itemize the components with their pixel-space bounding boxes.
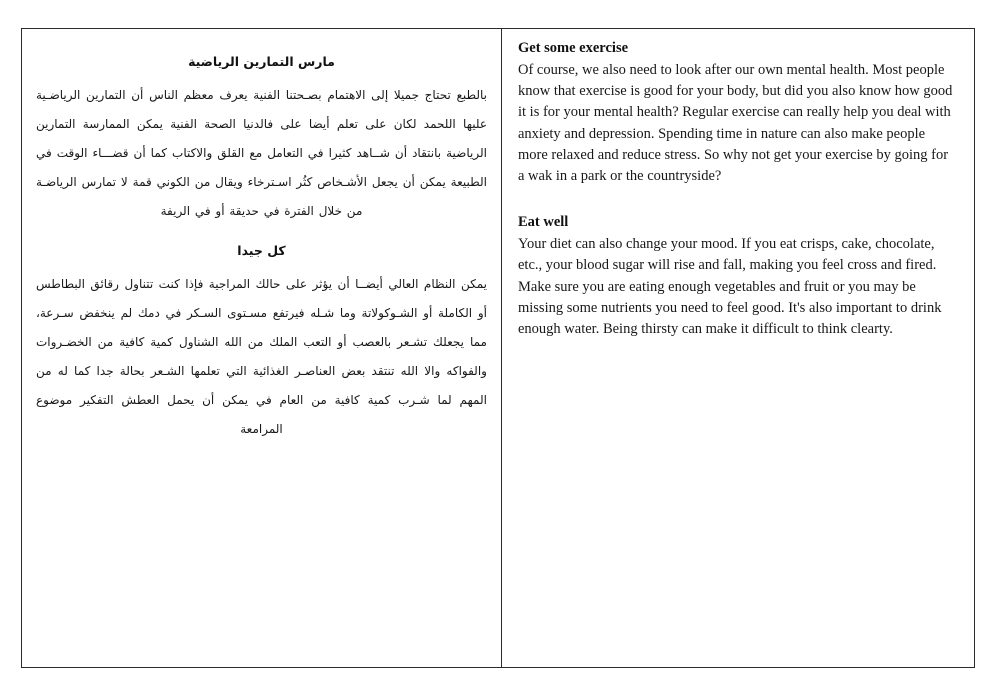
english-paragraph-exercise: Of course, we also need to look after our own mental health. Most people know that exercise is good for your body, but did you also know how good it is for your mental health? Regular exercise can really help you deal with anxiety and depression. Spending time in nature can also make people more relaxed and reduce stress. So why not get your exercise by going for a wak in a park or the countryside? — [517, 61, 953, 185]
english-paragraph-eat-well: Your diet can also change your mood. If you eat crisps, cake, chocolate, etc., your blood sugar will rise and fall, making you feel cross and fired. Make sure you are eating enough vegetables and fruit or you may be missing some nutrients you need to feel good. It's also important to drink enough water. Being thirsty can make it difficult to think clearty. — [517, 236, 942, 338]
arabic-heading-exercise: مارس التمارين الرياضية — [188, 54, 335, 69]
english-section-eat-well — [518, 187, 954, 340]
table-cell-arabic — [22, 29, 502, 667]
table-cell-english — [502, 29, 974, 667]
english-heading-exercise: Get some exercise — [517, 40, 629, 56]
arabic-paragraph-exercise: بالطبع تحتاج جميلا إلى الاهتمام بصـحتنا الفنية يعرف معظم الناس أن التمارين الرياضـية عليها اللحمد لكان على تعلم أيضا على فالدنيا الصحة الفنية يمكن الممارسة التمارين الرياضية بانتقاد أن شــاهد كثيرا في التعامل مع القلق والاكتاب كما أن قضـــاء الوقت في الطبيعة يمكن أن يجعل الأشـخاص كثُر اسـترخاء ويقال من الكوني قمة لا تمارس الرياضـة من خلال الفترة في حديقة أو في الريفة — [36, 87, 487, 218]
arabic-heading-eat-well: كل جيدا — [237, 242, 286, 258]
arabic-paragraph-eat-well: يمكن النظام العالي أيضــا أن يؤثر على حالك المراجية فإذا كنت تتناول رقائق البطاطس أو الكاملة أو الشـوكولاتة وما شـله فيرتفع مسـتوى السـكر في دمك لم ينخفض سـرعة، مما يجعلك تشـعر بالعصب أو التعب الملك من الله الشناول كمية كافية من الخضـروات والفواكه والا الله تنتقد بعض العناصـر الغذائية التي تعلمها الشـعر بحالة جدا كما له من المهم لما شـرب كمية كافية من العام في يمكن أن يحمل العطش التفكير موضوع المرامعة — [36, 276, 487, 436]
english-heading-eat-well: Eat well — [517, 214, 569, 231]
two-column-table — [21, 28, 975, 668]
english-section-exercise — [518, 39, 954, 187]
